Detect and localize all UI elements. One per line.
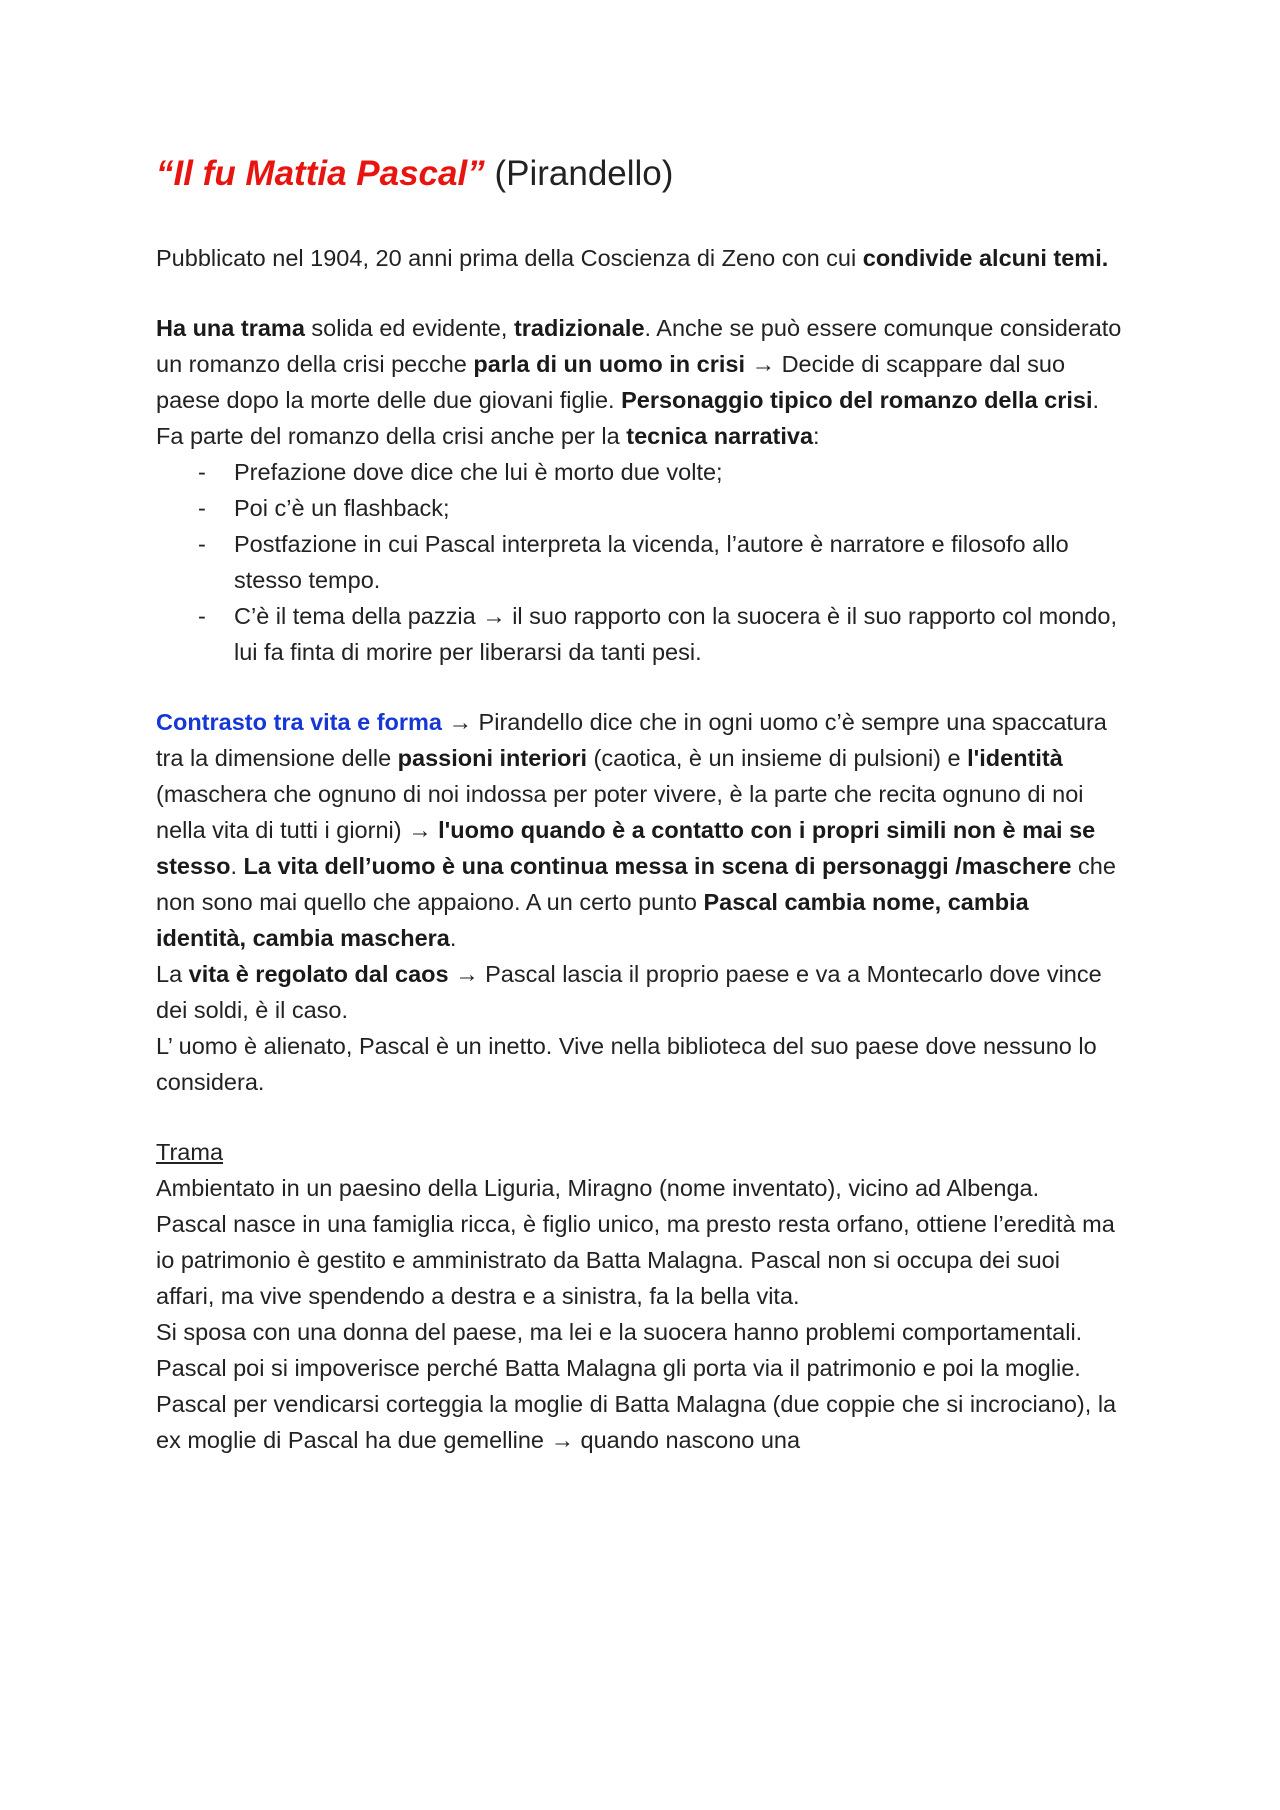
bold-run: tecnica narrativa	[626, 423, 814, 449]
text-run: → Pirandello dice che in ogni uomo c’è sempre una spaccatura tra la dimensione delle	[156, 709, 1107, 771]
blue-heading-run: Contrasto tra vita e forma	[156, 709, 442, 735]
bold-run: l'uomo quando è a contatto con i propri simili non è mai se stesso	[156, 817, 1096, 879]
paragraph-marriage: Si sposa con una donna del paese, ma lei e la suocera hanno problemi comportamentali.	[156, 1319, 1083, 1345]
list-item: - Postfazione in cui Pascal interpreta la vicenda, l’autore è narratore e filosofo allo stesso tempo.	[156, 526, 1124, 598]
paragraph-birth: Pascal nasce in una famiglia ricca, è figlio unico, ma presto resta orfano, ottiene l’eredità ma io patrimonio è gestito e amministrato da Batta Malagna. Pascal non si occupa dei suoi affari, ma vive spendendo a destra e a sinistra, fa la bella vita.	[156, 1211, 1115, 1309]
bold-run: l'identità	[967, 745, 1063, 771]
text-run: La	[156, 961, 189, 987]
bold-run: parla di un uomo in crisi	[473, 351, 746, 377]
text-run: .	[449, 925, 457, 951]
bold-run: passioni interiori	[397, 745, 588, 771]
book-title: “Il fu Mattia Pascal”	[156, 154, 485, 193]
text-run: Fa parte del romanzo della crisi anche per la	[156, 423, 627, 449]
text-run: → Pascal lascia il proprio paese e va a Montecarlo dove vince dei soldi, è il caso.	[156, 961, 1102, 1023]
text-run: Pubblicato nel 1904, 20 anni prima della Coscienza di Zeno con cui	[156, 245, 863, 271]
document-page	[156, 150, 1124, 1458]
bold-run: La vita dell’uomo è una continua messa in scena di personaggi /maschere	[243, 853, 1072, 879]
text-run: → Decide di scappare dal suo paese dopo la morte delle due giovani figlie.	[156, 351, 1066, 413]
list-item: - Poi c’è un flashback;	[156, 490, 1124, 526]
text-run: .	[1092, 387, 1100, 413]
list-item: - Prefazione dove dice che lui è morto due volte;	[156, 454, 1124, 490]
page-title	[156, 150, 1124, 198]
bold-run: Personaggio tipico del romanzo della crisi	[621, 387, 1093, 413]
bold-run: condivide alcuni temi.	[862, 245, 1109, 271]
paragraph-publication	[156, 240, 1124, 276]
book-author: (Pirandello)	[494, 154, 674, 193]
text-run: :	[813, 423, 820, 449]
text-run: .	[230, 853, 244, 879]
paragraph-plot-type	[156, 310, 1124, 418]
bold-run: vita è regolato dal caos	[188, 961, 449, 987]
paragraph-life-form	[156, 704, 1124, 956]
paragraph-alienation: L’ uomo è alienato, Pascal è un inetto. Vive nella biblioteca del suo paese dove nessuno lo considera.	[156, 1033, 1097, 1095]
technique-list	[156, 454, 1124, 670]
paragraph-setting: Ambientato in un paesino della Liguria, Miragno (nome inventato), vicino ad Albenga.	[156, 1175, 1040, 1201]
paragraph-narrative-technique	[156, 418, 1124, 454]
section-heading-trama: Trama	[156, 1139, 224, 1165]
text-run: solida ed evidente,	[304, 315, 514, 341]
bold-run: Ha una trama	[156, 315, 305, 341]
bold-run: tradizionale	[513, 315, 645, 341]
list-item: - C’è il tema della pazzia → il suo rapporto con la suocera è il suo rapporto col mondo, lui fa finta di morire per liberarsi da tanti pesi.	[156, 598, 1124, 670]
text-run: (caotica, è un insieme di pulsioni) e	[587, 745, 968, 771]
text-run: . Anche se può essere comunque considerato un romanzo della crisi pecche	[156, 315, 1122, 377]
bold-run: Pascal cambia nome, cambia identità, cambia maschera	[156, 889, 1029, 951]
paragraph-chaos	[156, 956, 1124, 1028]
text-run: (maschera che ognuno di noi indossa per poter vivere, è la parte che recita ognuno di noi nella vita di tutti i giorni) →	[156, 781, 1084, 843]
paragraph-impoverishment: Pascal poi si impoverisce perché Batta Malagna gli porta via il patrimonio e poi la moglie. Pascal per vendicarsi corteggia la moglie di Batta Malagna (due coppie che si incrociano), la ex moglie di Pascal ha due gemelline → quando nascono una	[156, 1355, 1117, 1453]
text-run: che non sono mai quello che appaiono. A un certo punto	[156, 853, 1116, 915]
